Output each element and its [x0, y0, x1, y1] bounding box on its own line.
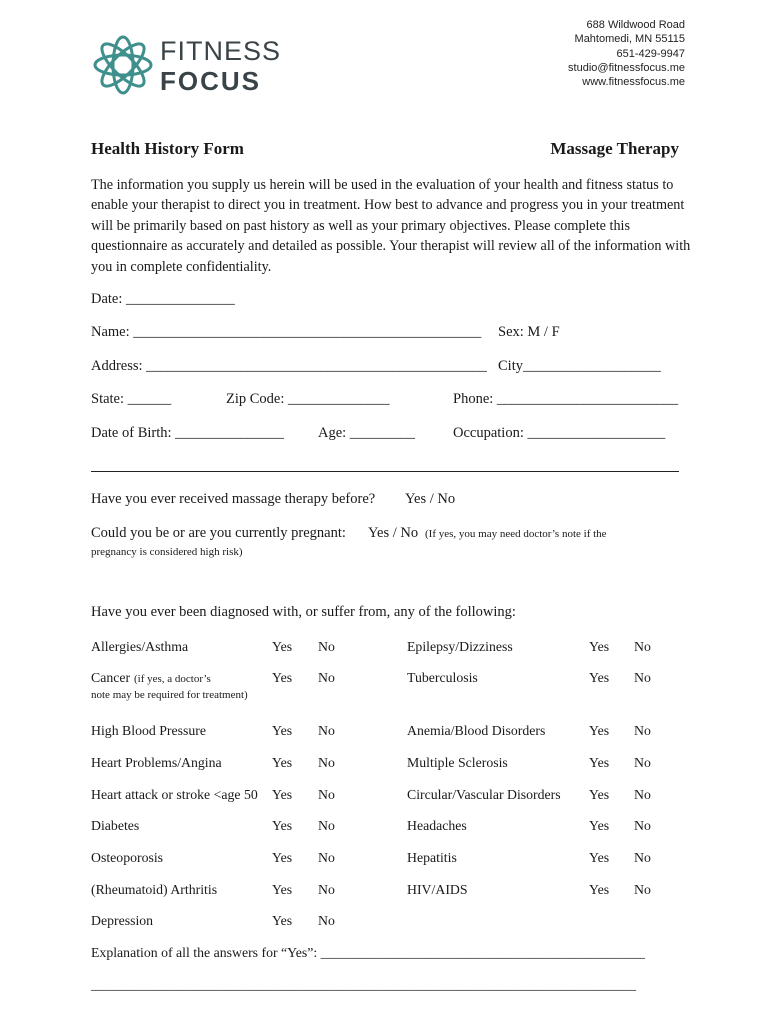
massage-before-question: Have you ever received massage therapy before?	[91, 491, 376, 507]
no-option[interactable]: No	[318, 818, 335, 833]
zip-field[interactable]: Zip Code: ______________	[226, 391, 390, 407]
no-option[interactable]: No	[318, 670, 335, 685]
no-option[interactable]: No	[318, 639, 335, 654]
no-option[interactable]: No	[634, 850, 651, 865]
state-field[interactable]: State: ______	[91, 391, 172, 407]
condition-label: Anemia/Blood Disorders	[407, 723, 546, 738]
yes-option[interactable]: Yes	[272, 850, 293, 865]
section-divider	[91, 471, 679, 472]
no-option[interactable]: No	[634, 639, 651, 654]
address-street: 688 Wildwood Road	[586, 19, 685, 31]
dob-field[interactable]: Date of Birth: _______________	[91, 425, 284, 441]
address-phone: 651-429-9947	[616, 47, 685, 60]
no-option[interactable]: No	[318, 787, 335, 802]
intro-paragraph: The information you supply us herein will be used in the evaluation of your health and fitness status to enable your therapist to direct you in treatment. How best to advance and progress you in your treatment will be primarily based on past history as well as your primary objectives. Please complete this questionnaire as accurately and detailed as possible. Your therapist will review all of the information with you in complete confidentiality.	[91, 177, 691, 275]
brand-line1: FITNESS	[160, 36, 282, 66]
explanation-field[interactable]: Explanation of all the answers for “Yes”: _______________________________________________	[91, 945, 645, 960]
yes-option[interactable]: Yes	[272, 882, 293, 897]
yes-option[interactable]: Yes	[589, 818, 610, 833]
condition-label: Multiple Sclerosis	[407, 755, 508, 770]
form-subtitle: Massage Therapy	[550, 139, 679, 158]
yes-option[interactable]: Yes	[589, 723, 610, 738]
cancer-note-cont: note may be required for treatment)	[91, 689, 248, 701]
yes-option[interactable]: Yes	[272, 913, 293, 928]
yes-option[interactable]: Yes	[272, 755, 293, 770]
cancer-note: (if yes, a doctor’s	[134, 673, 211, 685]
condition-label: Depression	[91, 913, 154, 928]
no-option[interactable]: No	[634, 818, 651, 833]
yes-option[interactable]: Yes	[272, 670, 293, 685]
fitness-focus-logo	[90, 30, 282, 100]
condition-label: Circular/Vascular Disorders	[407, 787, 561, 802]
condition-label: Heart Problems/Angina	[91, 755, 222, 770]
phone-field[interactable]: Phone: _________________________	[453, 391, 679, 407]
no-option[interactable]: No	[634, 882, 651, 897]
condition-label: Hepatitis	[407, 850, 457, 865]
condition-label: (Rheumatoid) Arthritis	[91, 882, 218, 897]
yes-option[interactable]: Yes	[589, 755, 610, 770]
no-option[interactable]: No	[634, 755, 651, 770]
name-field[interactable]: Name: ________________________________________________	[91, 324, 482, 340]
no-option[interactable]: No	[318, 850, 335, 865]
date-field[interactable]: Date: _______________	[91, 291, 235, 307]
yes-option[interactable]: Yes	[272, 787, 293, 802]
knot-logo-icon	[90, 32, 156, 98]
yes-option[interactable]: Yes	[272, 818, 293, 833]
condition-label: Headaches	[407, 818, 467, 833]
condition-label: Allergies/Asthma	[91, 639, 189, 654]
diagnosed-intro: Have you ever been diagnosed with, or suffer from, any of the following:	[91, 604, 516, 620]
no-option[interactable]: No	[634, 670, 651, 685]
pregnant-note: (If yes, you may need doctor’s note if the	[425, 528, 607, 540]
pregnant-note-cont: pregnancy is considered high risk)	[91, 546, 243, 558]
studio-address	[568, 18, 685, 89]
address-field[interactable]: Address: _______________________________________________	[91, 358, 487, 374]
address-city: Mahtomedi, MN 55115	[574, 33, 685, 46]
no-option[interactable]: No	[318, 755, 335, 770]
condition-label: HIV/AIDS	[407, 882, 468, 897]
condition-label: Heart attack or stroke <age 50	[91, 787, 258, 802]
address-email[interactable]: studio@fitnessfocus.me	[568, 61, 685, 74]
form-title: Health History Form	[91, 139, 244, 158]
yes-option[interactable]: Yes	[589, 639, 610, 654]
address-web[interactable]: www.fitnessfocus.me	[582, 76, 685, 89]
yes-option[interactable]: Yes	[272, 639, 293, 654]
yes-option[interactable]: Yes	[589, 882, 610, 897]
yes-option[interactable]: Yes	[272, 723, 293, 738]
pregnant-answer[interactable]: Yes / No	[368, 525, 419, 541]
no-option[interactable]: No	[318, 723, 335, 738]
condition-label: Osteoporosis	[91, 850, 164, 865]
condition-label: Cancer	[91, 670, 131, 685]
occupation-field[interactable]: Occupation: ___________________	[453, 425, 666, 441]
pregnant-question: Could you be or are you currently pregnant:	[91, 525, 346, 541]
condition-label: Tuberculosis	[407, 670, 478, 685]
age-field[interactable]: Age: _________	[318, 425, 416, 441]
no-option[interactable]: No	[318, 882, 335, 897]
condition-label: Diabetes	[91, 818, 140, 833]
no-option[interactable]: No	[634, 723, 651, 738]
sex-field[interactable]: Sex: M / F	[498, 324, 560, 340]
condition-label: High Blood Pressure	[91, 723, 206, 738]
brand-line2: FOCUS	[160, 66, 261, 96]
massage-before-answer[interactable]: Yes / No	[405, 491, 456, 507]
explanation-blank-line[interactable]: _______________________________________________________________________________	[91, 977, 636, 992]
yes-option[interactable]: Yes	[589, 787, 610, 802]
yes-option[interactable]: Yes	[589, 670, 610, 685]
city-field[interactable]: City___________________	[498, 358, 661, 374]
yes-option[interactable]: Yes	[589, 850, 610, 865]
condition-label: Epilepsy/Dizziness	[407, 639, 513, 654]
no-option[interactable]: No	[318, 913, 335, 928]
no-option[interactable]: No	[634, 787, 651, 802]
